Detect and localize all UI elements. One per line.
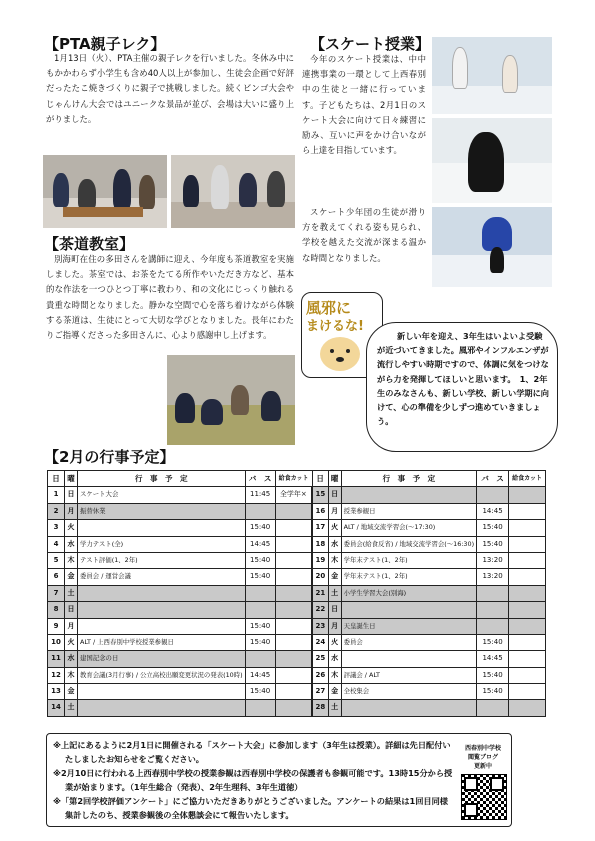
weekday-cell: 木 [328,552,341,568]
header-day: 日 [48,471,65,487]
table-row [48,618,546,634]
bus-cell [245,651,275,667]
bear-icon [320,337,360,371]
event-cell: 振替休業 [78,503,246,519]
lunch-cut-cell [509,585,546,601]
tea-title: 【茶道教室】 [44,235,135,253]
weekday-cell: 金 [65,684,78,700]
bus-cell [245,585,275,601]
pta-photo-2 [171,155,295,228]
bus-cell [477,618,509,634]
bus-cell [245,602,275,618]
lunch-cut-cell [275,667,312,683]
weekday-cell: 月 [65,618,78,634]
header-weekday: 曜 [65,471,78,487]
lunch-cut-cell [275,618,312,634]
lunch-cut-cell [275,552,312,568]
lunch-cut-cell [275,651,312,667]
table-row [48,667,546,683]
event-cell [78,684,246,700]
weekday-cell: 水 [65,536,78,552]
bus-cell [245,700,275,716]
weekday-cell: 日 [328,487,341,503]
lunch-cut-cell [509,552,546,568]
weekday-cell: 木 [328,667,341,683]
event-cell: 委員会 [341,634,476,650]
day-cell: 13 [48,684,65,700]
table-row [48,487,546,503]
qr-caption-line1: 西春別中学校 [464,745,501,752]
event-cell: 委員会(給食反省) / 地域交流学習会(〜16:30) [341,536,476,552]
weekday-cell: 月 [328,503,341,519]
day-cell: 8 [48,602,65,618]
event-cell [78,520,246,536]
weekday-cell: 火 [328,520,341,536]
weekday-cell: 金 [65,569,78,585]
day-cell: 18 [312,536,328,552]
event-cell: 委員会 / 運営会議 [78,569,246,585]
day-cell: 16 [312,503,328,519]
schedule-table [47,470,546,717]
bus-cell: 13:20 [477,552,509,568]
bus-cell: 14:45 [477,503,509,519]
event-cell [78,618,246,634]
bus-cell: 11:45 [245,487,275,503]
skate-body-2: スケート少年団の生徒が滑り方を教えてくれる姿も見られ、学校を越えた交流が深まる温かな時間となりました。 [302,207,426,263]
weekday-cell: 土 [328,700,341,716]
table-row [48,602,546,618]
weekday-cell: 木 [65,552,78,568]
weekday-cell: 土 [65,700,78,716]
weekday-cell: 土 [65,585,78,601]
lunch-cut-cell [275,700,312,716]
bus-cell: 15:40 [245,684,275,700]
day-cell: 5 [48,552,65,568]
weekday-cell: 日 [65,602,78,618]
weekday-cell: 水 [328,651,341,667]
lunch-cut-cell [509,700,546,716]
day-cell: 21 [312,585,328,601]
header-bus: バ ス [477,471,509,487]
table-row [48,700,546,716]
header-bus: バ ス [245,471,275,487]
table-row [48,503,546,519]
weekday-cell: 火 [65,520,78,536]
bus-cell: 15:40 [245,520,275,536]
lunch-cut-cell [509,634,546,650]
event-cell: 全校集会 [341,684,476,700]
cold-message: 新しい年を迎え、3年生はいよいよ受験が近づいてきました。風邪やインフルエンザが流行しやすい時期ですので、体調に気をつけながら力を発揮してほしいと思います。 1、2年生のみなさんも、新しい学校、新しい学期に向けて、心の準備を少しずつ進めていきましょう。 [377,331,549,427]
day-cell: 10 [48,634,65,650]
lunch-cut-cell [275,634,312,650]
lunch-cut-cell [509,618,546,634]
day-cell: 4 [48,536,65,552]
event-cell [341,487,476,503]
day-cell: 23 [312,618,328,634]
lunch-cut-cell [275,503,312,519]
day-cell: 11 [48,651,65,667]
bus-cell: 15:40 [477,634,509,650]
header-lunch-cut: 給食カット [275,471,312,487]
bus-cell: 14:45 [477,651,509,667]
cold-badge-line2: まけるな! [306,319,364,334]
lunch-cut-cell [509,487,546,503]
day-cell: 20 [312,569,328,585]
bus-cell: 13:20 [477,569,509,585]
skate-title: 【スケート授業】 [310,35,431,53]
day-cell: 14 [48,700,65,716]
lunch-cut-cell [509,569,546,585]
pta-body: 1月13日（火）、PTA主催の親子レクを行いました。冬休み中にもかかわらず小学生も含め40人以上が参加し、生徒会企画で好評だったたこ焼きづくりに親子で挑戦しました。続くビンゴ大会やじゃんけん大会ではユニークな景品が並び、会場は大いに盛り上がりました。 [46,53,294,124]
bus-cell: 15:40 [477,684,509,700]
tea-body: 別海町在住の多田さんを講師に迎え、今年度も茶道教室を実施しました。茶室では、お茶をたてる所作やいただき方など、基本的な作法を一つひとつ丁寧に教わり、和の文化にじっくり触れる貴重な時間となりました。静かな空間で心を落ち着けながら体験する茶道は、生徒にとって大切な学びとなりました。長年にわたりご指導くださった多田さんに、心より感謝申し上げます。 [46,254,294,341]
qr-caption [457,744,509,771]
day-cell: 3 [48,520,65,536]
day-cell: 12 [48,667,65,683]
bus-cell: 15:40 [477,667,509,683]
header-event: 行 事 予 定 [341,471,476,487]
bus-cell: 15:40 [245,634,275,650]
event-cell: 天皇誕生日 [341,618,476,634]
event-cell [78,585,246,601]
weekday-cell: 木 [65,667,78,683]
bus-cell: 15:40 [477,520,509,536]
event-cell: 教育会議(3月行事) / 公立高校出願変更状況の発表(10時) [78,667,246,683]
table-row [48,684,546,700]
cold-badge-line1: 風邪に [306,299,352,317]
event-cell: ALT / 上西春別中学校授業参観日 [78,634,246,650]
weekday-cell: 月 [328,618,341,634]
day-cell: 28 [312,700,328,716]
table-row [48,552,546,568]
bus-cell [477,602,509,618]
weekday-cell: 金 [328,684,341,700]
day-cell: 1 [48,487,65,503]
lunch-cut-cell [509,503,546,519]
pta-photo-1 [43,155,167,228]
lunch-cut-cell [509,684,546,700]
weekday-cell: 日 [65,487,78,503]
table-row [48,585,546,601]
day-cell: 7 [48,585,65,601]
event-cell [341,700,476,716]
skate-photo-3 [432,207,552,287]
bus-cell [477,700,509,716]
weekday-cell: 火 [65,634,78,650]
lunch-cut-cell [509,536,546,552]
table-row [48,569,546,585]
lunch-cut-cell [509,520,546,536]
bus-cell: 15:40 [245,552,275,568]
event-cell: 授業参観日 [341,503,476,519]
note-2: ※2月10日に行われる上西春別中学校の授業参観は西春別中学校の保護者も参観可能です。13時15分から授業が始まります。（1年生総合（発表）、2年生理科、3年生道徳） [53,768,453,792]
lunch-cut-cell [275,585,312,601]
header-lunch-cut: 給食カット [509,471,546,487]
weekday-cell: 金 [328,569,341,585]
day-cell: 19 [312,552,328,568]
day-cell: 9 [48,618,65,634]
qr-code[interactable] [461,774,507,820]
pta-title: 【PTA親子レク】 [44,35,166,53]
day-cell: 6 [48,569,65,585]
bus-cell [477,585,509,601]
day-cell: 17 [312,520,328,536]
event-cell [341,651,476,667]
skate-body-1: 今年のスケート授業は、中中連携事業の一環として上西春別中の生徒と一緒に行っています。子どもたちは、2月1日のスケート大会に向けて日々練習に励み、互いに声をかけ合いながら上達を目指しています。 [302,54,426,156]
day-cell: 26 [312,667,328,683]
event-cell [78,700,246,716]
weekday-cell: 日 [328,602,341,618]
day-cell: 27 [312,684,328,700]
day-cell: 25 [312,651,328,667]
event-cell: テスト評価(1、2年) [78,552,246,568]
lunch-cut-cell [509,651,546,667]
day-cell: 22 [312,602,328,618]
lunch-cut-cell [509,602,546,618]
qr-caption-line2: 閲覧ブログ [467,754,498,761]
lunch-cut-cell [275,520,312,536]
table-row [48,520,546,536]
event-cell: 評議会 / ALT [341,667,476,683]
bus-cell: 15:40 [245,569,275,585]
weekday-cell: 月 [65,503,78,519]
cold-message-box [366,322,558,452]
table-row [48,651,546,667]
header-event: 行 事 予 定 [78,471,246,487]
bus-cell [477,487,509,503]
event-cell: 学年末テスト(1、2年) [341,569,476,585]
event-cell: 学年末テスト(1、2年) [341,552,476,568]
qr-caption-line3: 更新中 [473,763,492,770]
lunch-cut-cell [275,602,312,618]
day-cell: 2 [48,503,65,519]
table-row [48,536,546,552]
tea-photo [167,355,295,445]
weekday-cell: 水 [65,651,78,667]
weekday-cell: 火 [328,634,341,650]
weekday-cell: 水 [328,536,341,552]
lunch-cut-cell [275,569,312,585]
event-cell: スケート大会 [78,487,246,503]
event-cell [78,602,246,618]
lunch-cut-cell [509,667,546,683]
bus-cell: 14:45 [245,667,275,683]
bus-cell: 15:40 [477,536,509,552]
bus-cell: 15:40 [245,618,275,634]
event-cell: ALT / 地域交流学習会(〜17:30) [341,520,476,536]
schedule-title: 【2月の行事予定】 [44,448,175,466]
day-cell: 15 [312,487,328,503]
skate-photo-1 [432,37,552,114]
note-1: ※上記にあるように2月1日に開催される「スケート大会」に参加します（3年生は授業）。詳細は先日配付いたしましたお知らせをご覧ください。 [53,740,451,764]
lunch-cut-cell [275,536,312,552]
header-weekday: 曜 [328,471,341,487]
event-cell: 小学生学習大会(別海) [341,585,476,601]
skate-photo-2 [432,118,552,203]
bus-cell: 14:45 [245,536,275,552]
event-cell: 建国記念の日 [78,651,246,667]
event-cell [341,602,476,618]
note-3: ※「第2回学校評価アンケート」にご協力いただきありがとうございました。アンケートの結果は1回目同様集計したのち、授業参観後の全体懇談会にて報告いたします。 [53,796,448,820]
bus-cell [245,503,275,519]
notes-box [46,733,512,827]
lunch-cut-cell: 全学年× [275,487,312,503]
table-row [48,634,546,650]
weekday-cell: 土 [328,585,341,601]
day-cell: 24 [312,634,328,650]
lunch-cut-cell [275,684,312,700]
event-cell: 学力テスト(全) [78,536,246,552]
header-day: 日 [312,471,328,487]
